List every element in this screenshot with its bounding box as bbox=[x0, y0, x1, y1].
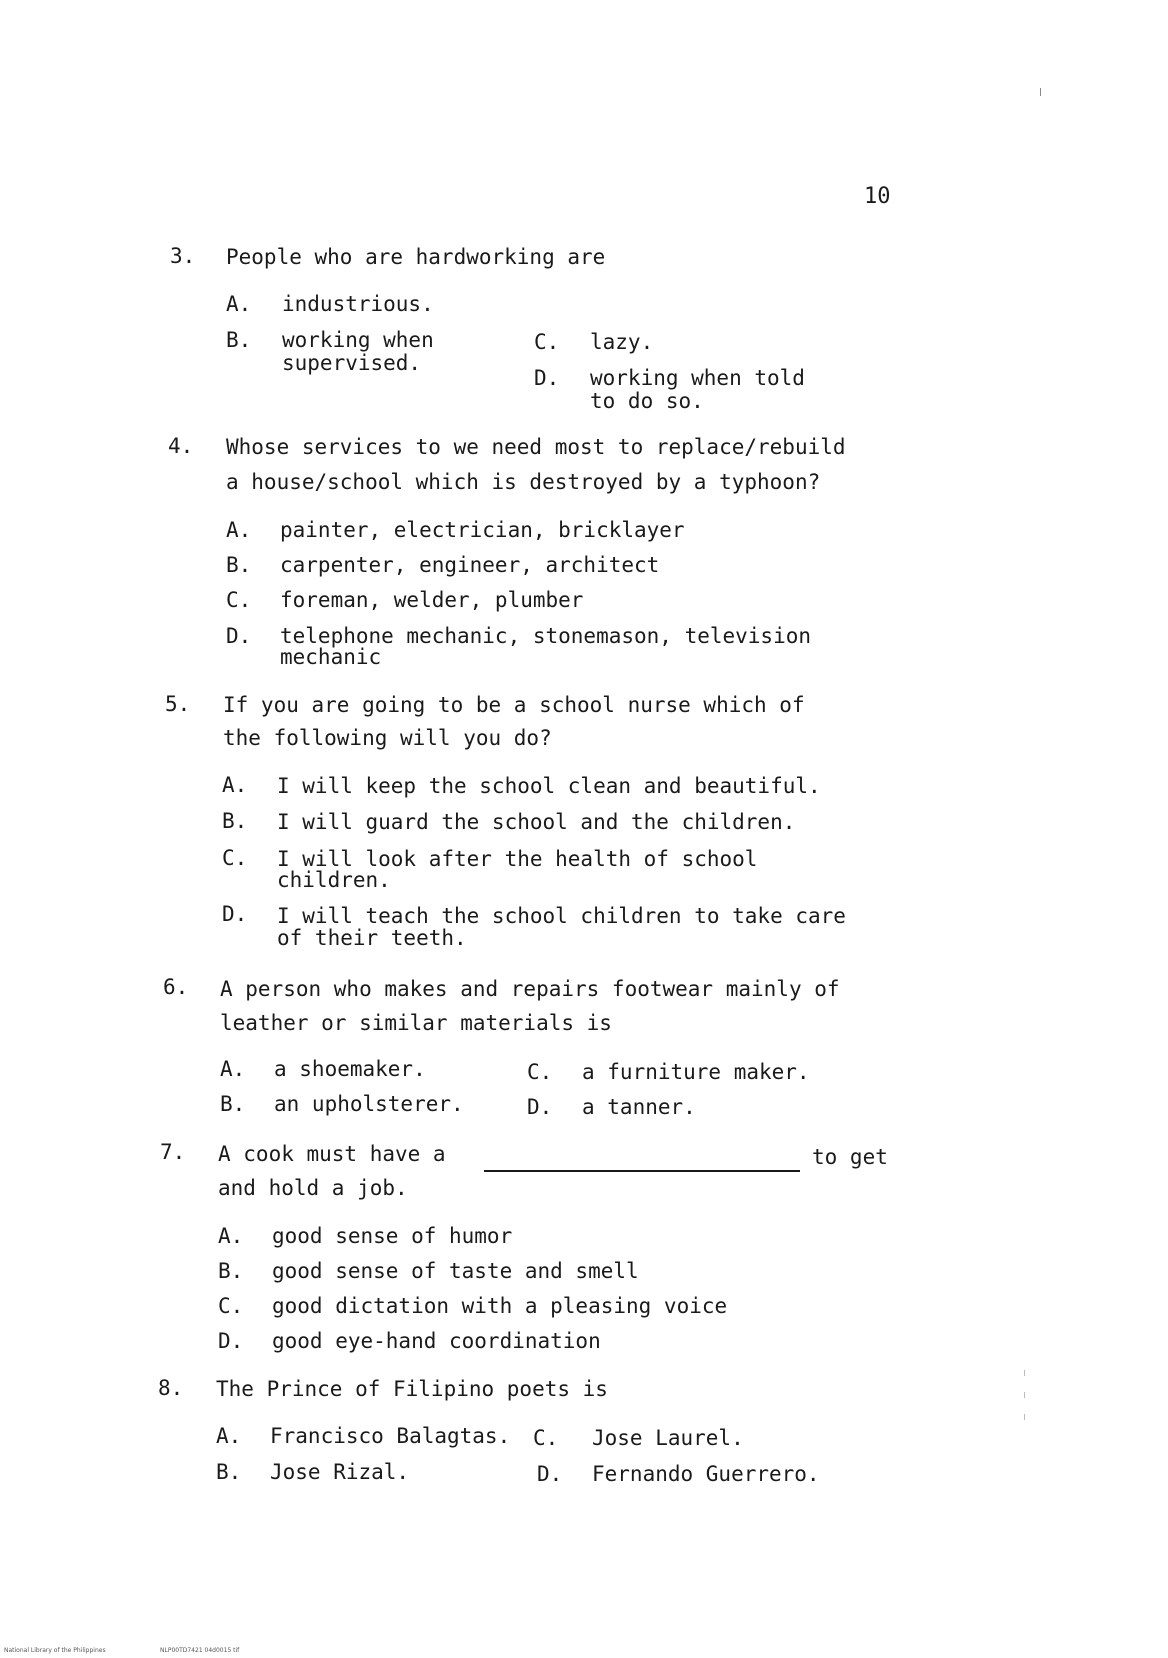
question-number: 4. bbox=[168, 434, 194, 458]
option-letter: B. bbox=[226, 328, 252, 352]
option-text: a furniture maker. bbox=[582, 1060, 810, 1084]
option-letter: B. bbox=[222, 809, 248, 833]
option-letter: D. bbox=[534, 366, 560, 390]
question-stem: A cook must have a bbox=[218, 1142, 446, 1166]
fill-in-blank bbox=[484, 1170, 800, 1172]
option-letter: A. bbox=[226, 518, 252, 542]
option-text: of their teeth. bbox=[277, 926, 467, 950]
option-text: I will teach the school children to take care bbox=[277, 904, 846, 928]
option-letter: D. bbox=[527, 1095, 553, 1119]
option-text: carpenter, engineer, architect bbox=[280, 553, 660, 577]
option-letter: C. bbox=[527, 1060, 553, 1084]
scan-mark bbox=[1024, 1392, 1025, 1398]
option-letter: B. bbox=[218, 1259, 244, 1283]
option-text: children. bbox=[277, 868, 391, 892]
option-text: working when bbox=[282, 328, 434, 352]
question-stem: A person who makes and repairs footwear mainly of bbox=[220, 977, 840, 1001]
option-letter: A. bbox=[226, 292, 252, 316]
option-letter: C. bbox=[534, 330, 560, 354]
option-text: Francisco Balagtas. bbox=[270, 1424, 511, 1448]
question-stem: and hold a job. bbox=[218, 1176, 408, 1200]
question-number: 6. bbox=[163, 975, 189, 999]
option-letter: A. bbox=[220, 1057, 246, 1081]
question-number: 3. bbox=[170, 244, 196, 268]
question-number: 5. bbox=[165, 692, 191, 716]
option-text: I will guard the school and the children. bbox=[277, 810, 796, 834]
option-letter: C. bbox=[226, 588, 252, 612]
option-letter: B. bbox=[216, 1460, 242, 1484]
option-text: telephone mechanic, stonemason, television bbox=[280, 624, 812, 648]
option-text: foreman, welder, plumber bbox=[280, 588, 584, 612]
option-text: working when told bbox=[590, 366, 805, 390]
option-text: lazy. bbox=[590, 330, 654, 354]
question-stem: If you are going to be a school nurse which of bbox=[223, 693, 805, 717]
option-text: good dictation with a pleasing voice bbox=[272, 1294, 728, 1318]
option-text: a shoemaker. bbox=[274, 1057, 426, 1081]
option-text: I will look after the health of school bbox=[277, 847, 758, 871]
option-text: to do so. bbox=[590, 389, 704, 413]
question-number: 7. bbox=[160, 1140, 186, 1164]
question-stem: Whose services to we need most to replace/rebuild bbox=[226, 435, 846, 459]
scan-mark bbox=[1040, 88, 1041, 96]
option-letter: C. bbox=[222, 846, 248, 870]
option-text: good sense of taste and smell bbox=[272, 1259, 639, 1283]
scan-mark bbox=[1024, 1414, 1025, 1420]
question-stem: People who are hardworking are bbox=[226, 245, 606, 269]
option-letter: B. bbox=[226, 553, 252, 577]
question-stem: the following will you do? bbox=[223, 726, 552, 750]
option-letter: C. bbox=[218, 1294, 244, 1318]
option-letter: D. bbox=[537, 1462, 563, 1486]
option-text: good eye-hand coordination bbox=[272, 1329, 601, 1353]
question-stem: The Prince of Filipino poets is bbox=[216, 1377, 608, 1401]
question-stem: to get bbox=[812, 1145, 888, 1169]
footer-library: National Library of the Philippines bbox=[4, 1647, 106, 1654]
option-letter: D. bbox=[218, 1329, 244, 1353]
option-letter: A. bbox=[218, 1224, 244, 1248]
footer-file-id: NLP00TD7421 04d0015 tif bbox=[160, 1647, 240, 1654]
option-text: an upholsterer. bbox=[274, 1092, 464, 1116]
question-stem: a house/school which is destroyed by a typhoon? bbox=[226, 470, 821, 494]
scan-mark bbox=[1024, 1370, 1025, 1376]
option-text: painter, electrician, bricklayer bbox=[280, 518, 685, 542]
option-letter: B. bbox=[220, 1092, 246, 1116]
option-letter: D. bbox=[226, 624, 252, 648]
option-text: industrious. bbox=[282, 292, 434, 316]
option-text: Jose Laurel. bbox=[592, 1426, 744, 1450]
page-number: 10 bbox=[864, 184, 891, 209]
question-number: 8. bbox=[158, 1376, 184, 1400]
option-text: mechanic bbox=[280, 645, 382, 669]
option-text: supervised. bbox=[282, 351, 422, 375]
option-text: I will keep the school clean and beautiful. bbox=[277, 774, 821, 798]
option-text: good sense of humor bbox=[272, 1224, 513, 1248]
option-letter: A. bbox=[216, 1424, 242, 1448]
option-text: Fernando Guerrero. bbox=[592, 1462, 820, 1486]
option-text: a tanner. bbox=[582, 1095, 696, 1119]
question-stem: leather or similar materials is bbox=[220, 1011, 612, 1035]
option-text: Jose Rizal. bbox=[270, 1460, 410, 1484]
option-letter: C. bbox=[533, 1426, 559, 1450]
option-letter: D. bbox=[222, 902, 248, 926]
option-letter: A. bbox=[222, 773, 248, 797]
